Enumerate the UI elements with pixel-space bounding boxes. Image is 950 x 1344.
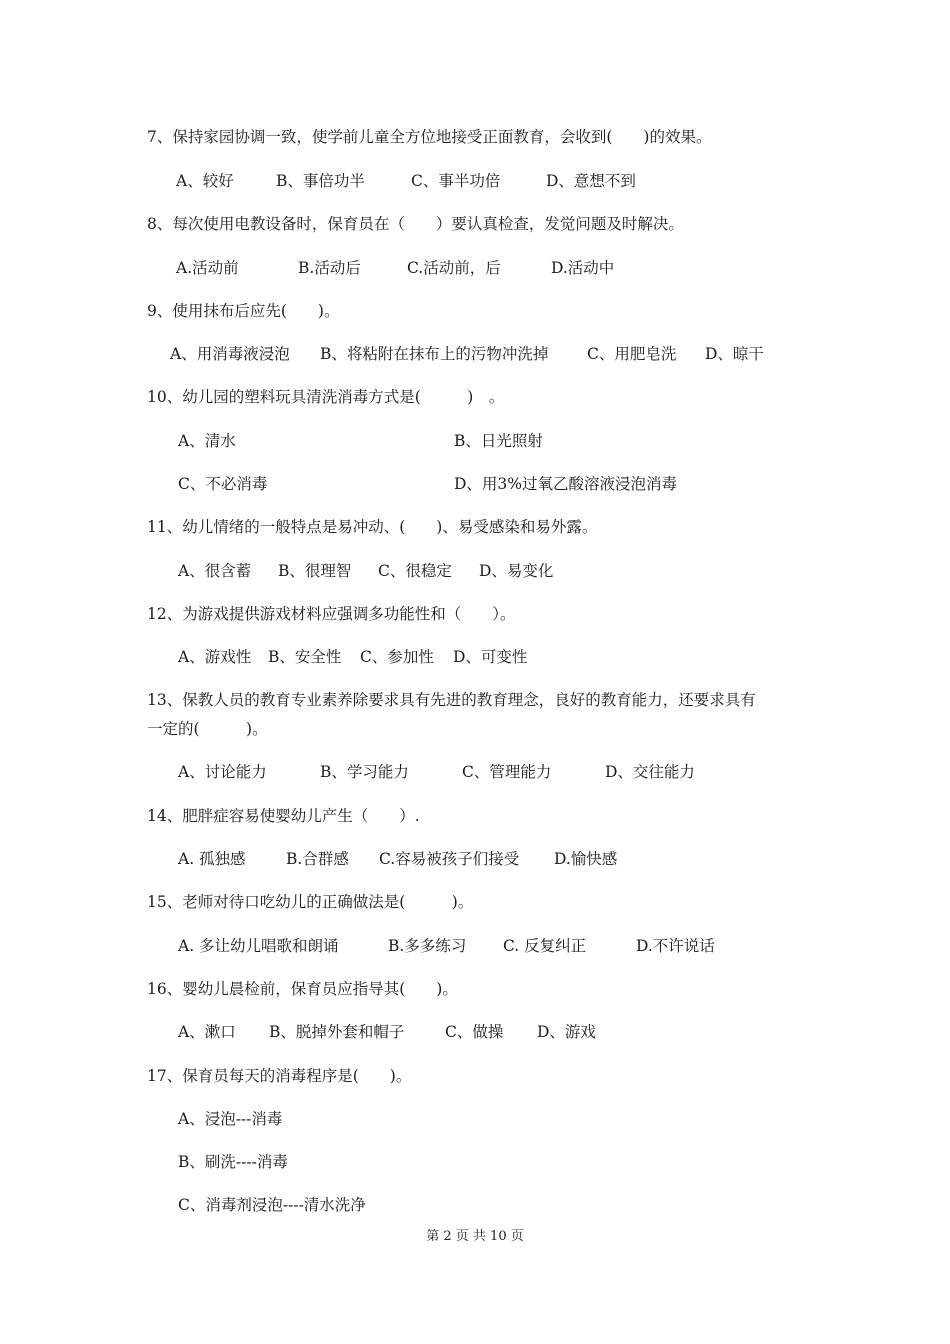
option-8d: D.活动中	[551, 259, 615, 277]
option-13c: C、管理能力	[462, 763, 552, 781]
option-9a: A、用消毒液浸泡	[170, 345, 290, 363]
option-13b: B、学习能力	[320, 763, 409, 781]
option-17a: A、浸泡---消毒	[178, 1110, 283, 1128]
option-16c: C、做操	[445, 1023, 504, 1041]
option-7c: C、事半功倍	[411, 172, 501, 190]
question-16: 16、婴幼儿晨检前，保育员应指导其( )。	[147, 980, 458, 998]
question-12: 12、为游戏提供游戏材料应强调多功能性和（ ）。	[147, 605, 516, 623]
option-16d: D、游戏	[537, 1023, 596, 1041]
option-7a: A、较好	[176, 172, 234, 190]
option-14d: D.愉快感	[554, 850, 618, 868]
option-11c: C、很稳定	[378, 562, 452, 580]
option-15b: B.多多练习	[388, 937, 467, 955]
option-14a: A. 孤独感	[178, 850, 246, 868]
question-11: 11、幼儿情绪的一般特点是易冲动、( )、易受感染和易外露。	[147, 518, 598, 536]
question-9: 9、使用抹布后应先( )。	[147, 302, 340, 320]
option-12c: C、参加性	[360, 648, 434, 666]
option-7d: D、意想不到	[546, 172, 636, 190]
option-13d: D、交往能力	[605, 763, 695, 781]
option-12a: A、游戏性	[178, 648, 252, 666]
option-10b: B、日光照射	[454, 432, 543, 450]
question-7: 7、保持家园协调一致，使学前儿童全方位地接受正面教育，会收到( )的效果。	[147, 128, 712, 146]
question-13: 13、保教人员的教育专业素养除要求具有先进的教育理念，良好的教育能力，还要求具有	[147, 691, 756, 709]
option-17c: C、消毒剂浸泡----清水洗净	[178, 1196, 366, 1214]
option-10c: C、不必消毒	[178, 475, 268, 493]
option-12d: D、可变性	[453, 648, 528, 666]
question-10: 10、幼儿园的塑料玩具清洗消毒方式是( ) 。	[147, 388, 505, 406]
page-number: 第 2 页 共 10 页	[426, 1229, 524, 1244]
option-10a: A、清水	[178, 432, 236, 450]
option-15c: C. 反复纠正	[503, 937, 587, 955]
option-10d: D、用3%过氧乙酸溶液浸泡消毒	[454, 475, 678, 493]
question-8: 8、每次使用电教设备时，保育员在（ ）要认真检查，发觉问题及时解决。	[147, 215, 684, 233]
option-17b: B、刷洗----消毒	[178, 1153, 288, 1171]
option-8b: B.活动后	[298, 259, 361, 277]
option-11a: A、很含蓄	[178, 562, 252, 580]
option-15a: A. 多让幼儿唱歌和朗诵	[178, 937, 339, 955]
question-13-cont: 一定的( )。	[147, 720, 268, 738]
question-17: 17、保育员每天的消毒程序是( )。	[147, 1067, 412, 1085]
option-8a: A.活动前	[176, 259, 239, 277]
option-12b: B、安全性	[268, 648, 342, 666]
option-11b: B、很理智	[278, 562, 352, 580]
option-9d: D、晾干	[705, 345, 764, 363]
option-7b: B、事倍功半	[276, 172, 365, 190]
option-16a: A、漱口	[178, 1023, 236, 1041]
option-13a: A、讨论能力	[178, 763, 267, 781]
option-9b: B、将粘附在抹布上的污物冲洗掉	[320, 345, 549, 363]
option-15d: D.不许说话	[636, 937, 715, 955]
option-9c: C、用肥皂洗	[587, 345, 677, 363]
option-11d: D、易变化	[479, 562, 554, 580]
option-14c: C.容易被孩子们接受	[379, 850, 520, 868]
question-15: 15、老师对待口吃幼儿的正确做法是( )。	[147, 893, 474, 911]
option-14b: B.合群感	[286, 850, 349, 868]
question-14: 14、肥胖症容易使婴幼儿产生（ ）.	[147, 807, 420, 825]
option-8c: C.活动前，后	[407, 259, 501, 277]
option-16b: B、脱掉外套和帽子	[269, 1023, 405, 1041]
